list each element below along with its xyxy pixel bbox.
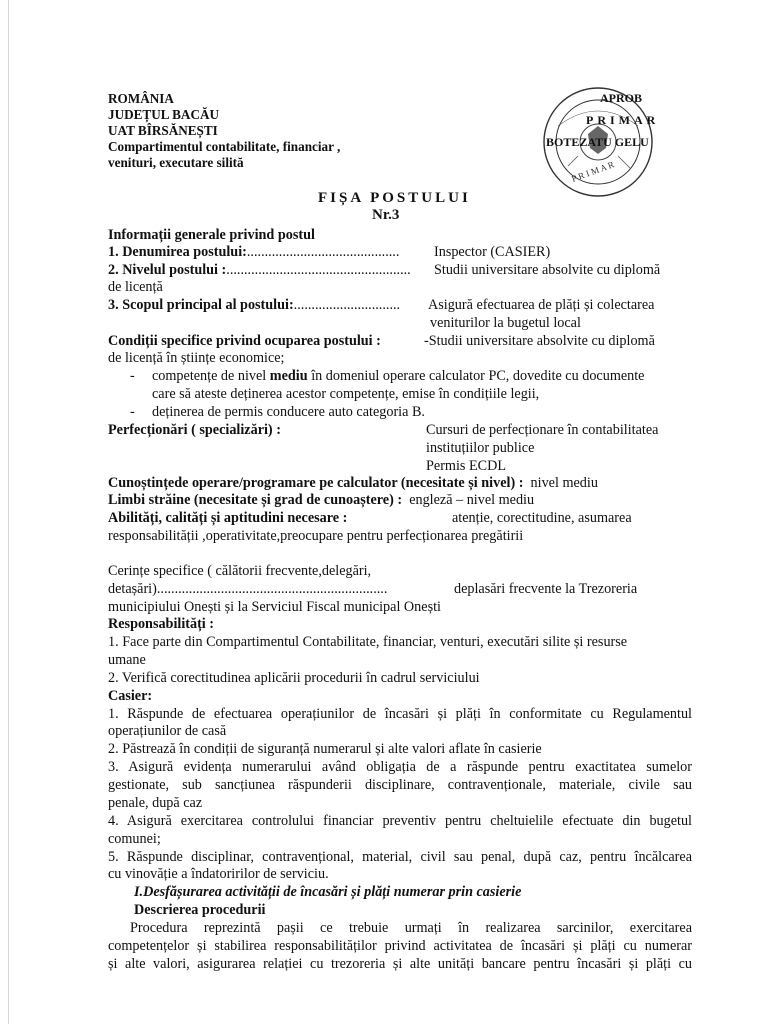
special-line-2-label: detașări) (108, 581, 157, 597)
field-job-title-label: 1. Denumirea postului: (108, 244, 247, 260)
field-level-label: 2. Nivelul postului : (108, 262, 227, 278)
conditions-value-1: -Studii universitare absolvite cu diplomă (424, 333, 655, 349)
document-title: FIȘA POSTULUI (318, 190, 471, 206)
section-1-para-1: Procedura reprezintă pașii ce trebuie urmați în realizarea sarcinilor, exercitarea (130, 920, 692, 936)
special-line-1: Cerințe specifice ( călătorii frecvente,delegări, (108, 563, 372, 579)
cashier-3b: gestionate, sub sancțiunea răspunderii disciplinare, contravenționale, materiale, civile sau (108, 777, 692, 793)
section-1-heading: I.Desfășurarea activității de încasări și plăți numerar prin casierie (134, 884, 522, 900)
field-scope-value-1: Asigură efectuarea de plăți și colectarea (428, 297, 655, 313)
conditions-bullet-1 (152, 368, 644, 384)
svg-text:P R I M A R: P R I M A R (570, 159, 616, 184)
info-heading: Informații generale privind postul (108, 227, 315, 243)
field-scope (108, 297, 400, 313)
section-1-para-3: și alte valori, asigurarea relației cu trezoreria și alte unități bancare pentru încasări și plăți cu (108, 956, 692, 972)
section-1-subheading: Descrierea procedurii (134, 902, 266, 918)
abilities-value-2: responsabilității ,operativitate,preocupare pentru perfecționarea pregătirii (108, 528, 524, 544)
document-number: Nr.3 (372, 207, 400, 223)
stamp-role-text: PRIMAR (586, 113, 660, 127)
bullet-1-bold: mediu (269, 368, 308, 384)
field-level-dots: .................................................... (226, 262, 411, 278)
bullet-1-post: în domeniul operare calculator PC, dovedite cu documente (307, 368, 645, 384)
computer-skills (108, 475, 598, 491)
cashier-5b: cu vinovăție a îndatoririlor de serviciu. (108, 866, 329, 882)
field-scope-dots: .............................. (293, 297, 401, 313)
field-job-title (108, 244, 399, 260)
special-line-2 (108, 581, 387, 597)
cashier-4b: comunei; (108, 831, 161, 847)
cashier-3a: 3. Asigură evidența numerarului având obligația de a răspunde pentru exactitatea sumelor (108, 759, 692, 775)
bullet-dash-2: - (130, 404, 135, 420)
field-scope-label: 3. Scopul principal al postului: (108, 297, 294, 313)
stamp-name-text: BOTEZATU GELU (546, 135, 649, 149)
field-level-cont: de licență (108, 279, 163, 295)
computer-skills-label: Cunoștințede operare/programare pe calculator (necesitate și nivel) : (108, 475, 524, 491)
field-job-title-value: Inspector (CASIER) (434, 244, 551, 260)
header-country: ROMÂNIA (108, 91, 174, 106)
special-line-3: municipiului Onești și la Serviciul Fiscal municipal Onești (108, 599, 441, 615)
special-line-2-dots: ................................................................. (156, 581, 388, 597)
cashier-1a: 1. Răspunde de efectuarea operațiunilor de încasări și plăți în conformitate cu Regulamentul (108, 706, 692, 722)
responsibilities-heading: Responsabilități : (108, 616, 215, 632)
responsibility-1a: 1. Face parte din Compartimentul Contabilitate, financiar, venturi, executări silite și resurse (108, 634, 628, 650)
training-value-3: Permis ECDL (426, 458, 506, 474)
header-uat: UAT BÎRSĂNEȘTI (108, 123, 218, 138)
cashier-2: 2. Păstrează în condiții de siguranță numerarul și alte valori aflate în casierie (108, 741, 542, 757)
languages (108, 492, 534, 508)
header-county: JUDEȚUL BACĂU (108, 107, 220, 122)
bullet-1-pre: competențe de nivel (152, 368, 270, 384)
conditions-value-2: de licență în științe economice; (108, 350, 285, 366)
cashier-5a: 5. Răspunde disciplinar, contravențional, material, civil sau penal, după caz, pentru încălcarea (108, 849, 692, 865)
official-stamp-seal-icon (538, 86, 688, 198)
special-line-2-value: deplasări frecvente la Trezoreria (454, 581, 638, 597)
languages-value: engleză – nivel mediu (409, 492, 535, 508)
responsibility-1b: umane (108, 652, 146, 668)
field-level-value: Studii universitare absolvite cu diplomă (434, 262, 661, 278)
cashier-4a: 4. Asigură exercitarea controlului financiar preventiv pentru cheltuielile efectuate din bugetul (108, 813, 692, 829)
header-department-1: Compartimentul contabilitate, financiar , (108, 139, 341, 154)
bullet-dash-1: - (130, 368, 135, 384)
field-level (108, 262, 411, 278)
languages-label: Limbi străine (necesitate și grad de cunoaștere) : (108, 492, 403, 508)
responsibility-2: 2. Verifică corectitudinea aplicării procedurii în cadrul serviciului (108, 670, 480, 686)
conditions-bullet-2: deținerea de permis conducere auto categoria B. (152, 404, 425, 420)
training-value-1: Cursuri de perfecționare în contabilitatea (426, 422, 659, 438)
section-1-para-2: competențelor și stabilirea responsabilităților privind activitatea de încasări și plăți cu numerar (108, 938, 692, 954)
stamp-approve-text: APROB (600, 91, 642, 105)
abilities-value-1: atenție, corectitudine, asumarea (452, 510, 632, 526)
field-scope-value-2: veniturilor la bugetul local (430, 315, 581, 331)
training-label: Perfecționări ( specializări) : (108, 422, 281, 438)
field-job-title-dots: ........................................... (246, 244, 400, 260)
computer-skills-value: nivel mediu (530, 475, 598, 491)
training-value-2: instituțiilor publice (426, 440, 535, 456)
conditions-label: Condiții specifice privind ocuparea postului : (108, 333, 381, 349)
header-department-2: venituri, executare silită (108, 155, 244, 170)
cashier-heading: Casier: (108, 688, 153, 704)
conditions-bullet-1-cont: care să ateste deținerea acestor competențe, emise în condițiile legii, (152, 386, 540, 402)
abilities-label: Abilități, calități și aptitudini necesare : (108, 510, 348, 526)
cashier-1b: operațiunilor de casă (108, 723, 227, 739)
cashier-3c: penale, după caz (108, 795, 203, 811)
